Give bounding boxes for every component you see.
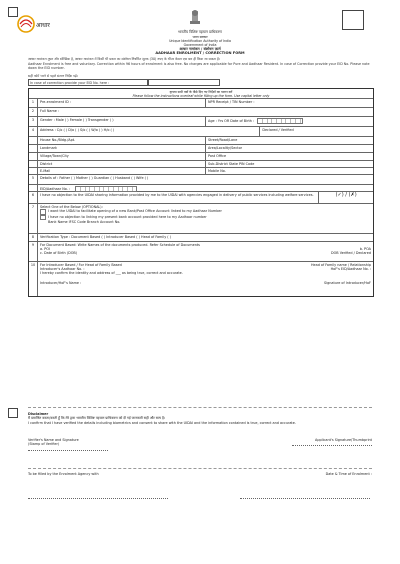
introducer-name-label: Introducer/HoF's Name : xyxy=(40,280,82,285)
row-label: I have no objection to the UIDAI sharing information provided by me to the UIDAI with agencies engaged in delivery of public services including welfare services. xyxy=(40,193,314,197)
introducer-confirm-text: I hereby confirm the identity and address of ___ as being true, correct and accurate. xyxy=(40,271,183,276)
poi-label: a. POI xyxy=(40,247,50,252)
agency-label: To be filled by the Enrolment Agency with xyxy=(28,472,99,476)
form-title-en: AADHAAR ENROLMENT / CORRECTION FORM xyxy=(155,51,245,55)
instruction-line-1: आधार नामांकन मुफ्त और स्वैच्छिक है, आधार नामांकन में किसी भी प्रकार का संशोधन निर्धारित शुल्क (30) रुपए के भीतर केवल एक बार ही किया जा सकता है। xyxy=(28,57,221,61)
gov-name-hi: भारत सरकार xyxy=(192,34,208,39)
signature-row xyxy=(28,438,372,452)
row-label: Address : C/o ( ) D/o ( ) S/o ( ) W/o ( ) H/o ( ) xyxy=(40,128,115,132)
village-field[interactable] xyxy=(38,153,205,160)
form-row-10 xyxy=(29,262,373,296)
verifier-signature-line[interactable] xyxy=(28,447,108,451)
form-row-2 xyxy=(29,108,373,117)
gov-name-en: Government of India xyxy=(183,42,217,47)
dob-doc-label: c. Date of Birth (DOB) xyxy=(40,251,78,256)
introducer-block xyxy=(38,262,373,296)
applicant-signature-line[interactable] xyxy=(292,442,372,446)
row-number: 1 xyxy=(29,99,38,107)
declaration-text-hi: मैं प्रमाणित करता/करती हूँ कि मेरे द्वारा भारतीय विशिष्ट पहचान प्राधिकरण को दी गई जानकारी सही और सत्य है। xyxy=(28,416,166,421)
row-label: Pre-enrolment ID : xyxy=(40,100,71,104)
aadhaar-logo xyxy=(16,14,52,40)
dob-doc-line[interactable] xyxy=(40,251,371,255)
declaration-text-en: I confirm that I have verified the details including biometrics and consent to share with the UIDAI and the information contained is true, correct and accurate. xyxy=(28,420,296,425)
enrolment-date-label: Date & Time of Enrolment : xyxy=(325,472,372,476)
section-heading-hi: कृपया सभी पत्रों के पीछे दिए गए निर्देशों का पालन करें xyxy=(169,89,233,94)
instruction-line-3: सही फॉर्म भरने से पहले संलग्न निर्देश पढ़ें। xyxy=(28,74,78,78)
form-row-7 xyxy=(29,204,373,234)
org-name-en: Unique Identification Authority of India xyxy=(169,38,231,43)
row-extra: Post Office xyxy=(208,154,227,158)
correction-prompt: In case of correction provide your EID No. here : xyxy=(28,79,148,86)
form-row-address-2 xyxy=(29,145,373,153)
agency-field[interactable] xyxy=(28,495,168,499)
row-number: 5 xyxy=(29,175,38,184)
introducer-sign-line[interactable] xyxy=(40,281,371,285)
row-number: 8 xyxy=(29,234,38,241)
introducer-aadhaar-label: Introducer's Aadhaar No. : xyxy=(40,267,85,272)
mobile-field[interactable] xyxy=(205,168,373,174)
enrolment-form-table xyxy=(28,88,374,297)
relation-details-field[interactable] xyxy=(38,175,373,184)
hof-heading: Head of Family name / Relationship xyxy=(310,263,371,267)
gender-field[interactable] xyxy=(38,117,205,126)
bank-option-block xyxy=(38,204,373,233)
introducer-heading: For Introducer Based / For Head of Family Based xyxy=(40,263,122,267)
row-label: Gender : Male ( ) Female ( ) Transgender ( ) xyxy=(40,118,114,122)
row-number: 9 xyxy=(29,242,38,261)
declaration-block xyxy=(28,412,372,425)
row-extra: Area/Locality/Sector xyxy=(208,146,243,150)
dob-status-label: DOB Verified / Declared xyxy=(331,251,371,256)
row-label: House No./Bldg./Apt. xyxy=(40,138,76,142)
street-field[interactable] xyxy=(205,137,373,144)
row-extra: Declared / Verified xyxy=(262,128,294,132)
photo-box xyxy=(342,10,364,30)
bank-option-heading: Select One of the Below (OPTIONAL): xyxy=(40,205,103,209)
declared-verified-field[interactable] xyxy=(259,127,373,136)
agency-row xyxy=(28,472,372,476)
form-row-5b xyxy=(29,185,373,192)
hof-eid-label: HoF's EID/Aadhaar No. : xyxy=(330,267,371,272)
section-heading-en: Please follow the instructions overleaf while filling up the form. Use capital letter only xyxy=(132,93,270,98)
form-row-8 xyxy=(29,234,373,242)
cut-line xyxy=(28,407,372,408)
row-number: 7 xyxy=(29,204,38,233)
applicant-block xyxy=(292,438,372,452)
row-label: Landmark xyxy=(40,146,58,150)
subdistrict-state-pin-field[interactable] xyxy=(205,161,373,167)
poa-label: b. POA xyxy=(359,247,371,252)
verification-type-field[interactable] xyxy=(38,234,373,241)
email-field[interactable] xyxy=(38,168,205,174)
row-label: Full Name : xyxy=(40,109,60,113)
row-label: Details of : Father ( ) Mother ( ) Guardian ( ) Husband ( ) Wife ( ) xyxy=(40,176,149,180)
landmark-field[interactable] xyxy=(38,145,205,152)
relation-eid-boxes[interactable] xyxy=(75,186,137,192)
post-office-field[interactable] xyxy=(205,153,373,160)
verifier-note: (Stamp of Verifier) xyxy=(28,442,60,447)
district-field[interactable] xyxy=(38,161,205,167)
checkbox-link-account[interactable] xyxy=(40,215,46,221)
form-title-hi: आधार नामांकन / संशोधन फ़ार्म xyxy=(179,46,221,51)
address-care-of-field[interactable] xyxy=(38,127,259,136)
form-row-4 xyxy=(29,127,373,137)
row-number: 10 xyxy=(29,262,38,296)
dob-boxes[interactable] xyxy=(257,118,303,124)
consent-tick-field[interactable] xyxy=(318,192,373,203)
national-emblem-icon xyxy=(187,8,203,30)
svg-text:आधार: आधार xyxy=(36,22,50,29)
form-row-1 xyxy=(29,99,373,108)
applicant-label: Applicant's Signature/Thumbprint xyxy=(315,438,372,442)
option-label: I want the UIDAI to facilitate opening of a new Bank/Post Office Account linked to my Aadhaar Number xyxy=(48,209,222,214)
row-number: 4 xyxy=(29,127,38,136)
form-row-address-4 xyxy=(29,161,373,168)
introducer-signature-label: Signature of Introducer/HoF xyxy=(323,280,371,285)
verifier-label: Verifier's Name and Signature xyxy=(28,438,79,442)
org-name-hi: भारतीय विशिष्ट पहचान प्राधिकरण xyxy=(178,30,222,34)
row-label: Village/Town/City xyxy=(40,154,69,158)
cut-line-2 xyxy=(28,468,372,469)
verifier-block xyxy=(28,438,108,452)
form-row-address-1 xyxy=(29,137,373,145)
form-row-5 xyxy=(29,175,373,185)
full-name-field[interactable] xyxy=(38,108,373,116)
row-extra: (✓) / (✗) xyxy=(335,192,357,198)
consent-text xyxy=(38,192,318,203)
bank-details-labels: Bank Name IFSC Code Branch Account No. xyxy=(48,220,121,225)
relation-eid-field[interactable] xyxy=(38,185,373,191)
row-extra: Mobile No. xyxy=(208,169,226,173)
eid-input[interactable] xyxy=(148,79,220,86)
age-dob-field[interactable] xyxy=(205,117,373,126)
form-row-address-5 xyxy=(29,168,373,175)
form-row-address-3 xyxy=(29,153,373,161)
form-row-3 xyxy=(29,117,373,127)
document-block xyxy=(38,242,373,261)
row-extra: NPR Receipt / TIN Number : xyxy=(208,100,255,104)
row-extra: Age : Yrs OR Date of Birth : xyxy=(208,118,255,123)
row-number: 6 xyxy=(29,192,38,203)
row-number: 3 xyxy=(29,117,38,126)
instruction-line-2: Aadhaar Enrolment is free and voluntary. Correction within 96 hours of enrolment is also free. No charges are applicable for Pure and Aadhaar Resident. In case of Correction provide your EID No. Please note down the EID number. xyxy=(28,61,370,70)
option-label: I have no objection to linking my present bank account provided here to my Aadhaar number xyxy=(48,214,207,219)
row-label: E-Mail xyxy=(40,169,51,173)
form-row-6 xyxy=(29,192,373,204)
pre-enrolment-field[interactable] xyxy=(38,99,205,107)
section-heading xyxy=(29,89,373,99)
area-field[interactable] xyxy=(205,145,373,152)
row-number: 2 xyxy=(29,108,38,116)
row-label: District xyxy=(40,162,53,166)
row-label: Verification Type : Document Based ( ) Introducer Based ( ) Head of Family ( ) xyxy=(40,235,172,239)
row-extra: Street/Road/Lane xyxy=(208,138,238,142)
row-label: EID/Aadhaar No. : xyxy=(40,186,71,191)
enrolment-date-field[interactable] xyxy=(240,495,370,499)
form-row-9 xyxy=(29,242,373,262)
declaration-title: Disclaimer xyxy=(28,412,49,416)
document-heading: For Document Based: Write Names of the documents produced. Refer Schedule of Documents xyxy=(40,243,200,247)
npr-receipt-field[interactable] xyxy=(205,99,373,107)
fold-mark xyxy=(8,408,18,418)
row-extra: Sub-District State PIN Code xyxy=(208,162,255,166)
house-field[interactable] xyxy=(38,137,205,144)
